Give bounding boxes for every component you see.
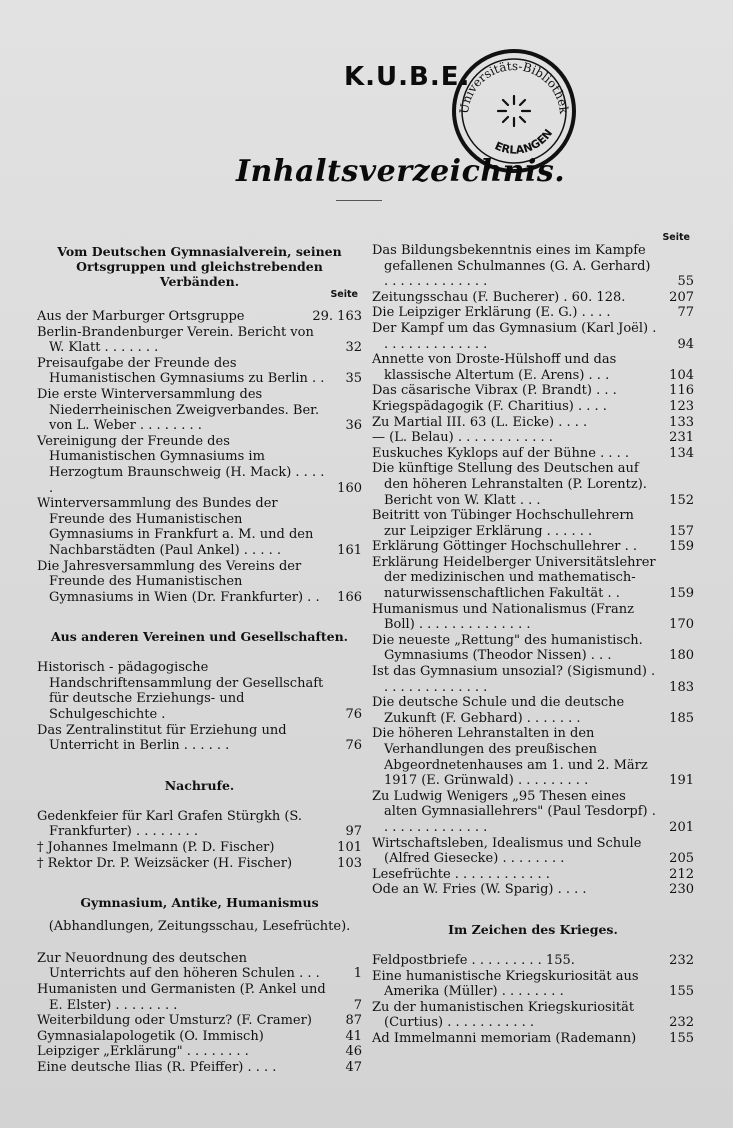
toc-entry: Ist das Gymnasium unsozial? (Sigismund) . . . . . . . . . . . . . . 183 — [372, 664, 694, 695]
toc-entry: Preisaufgabe der Freunde des Humanistischen Gymnasiums zu Berlin . . 35 — [37, 355, 362, 387]
toc-entry: Kriegspädagogik (F. Charitius) . . . . 123 — [372, 398, 694, 414]
kube-mark: K.U.B.E. — [344, 62, 471, 92]
toc-entry: Das Bildungsbekenntnis eines im Kampfe gefallenen Schulmannes (G. A. Gerhard) . . . . . . . . . . . . . 55 — [372, 243, 694, 290]
toc-entry: Zu Ludwig Wenigers „95 Thesen eines alten Gymnasiallehrers" (Paul Tesdorpf) . . . . . . . . . . . . . . 201 — [372, 788, 694, 835]
toc-entry: † Rektor Dr. P. Weizsäcker (H. Fischer) 103 — [37, 855, 362, 871]
section-heading-nachrufe: Nachrufe. — [164, 777, 235, 793]
toc-entry: Der Kampf um das Gymnasium (Karl Joël) . . . . . . . . . . . . . . 94 — [372, 320, 694, 352]
toc-entry: Ad Immelmanni memoriam (Rademann) 155 — [372, 1030, 694, 1046]
toc-entry: Die erste Winterversammlung des Niederrheinischen Zweigverbandes. Ber. von L. Weber . . . . . . . . 36 — [37, 386, 362, 434]
toc-entry: Eine deutsche Ilias (R. Pfeiffer) . . . . 47 — [37, 1059, 362, 1075]
toc-entry: Aus der Marburger Ortsgruppe 29. 163 — [37, 309, 362, 324]
toc-entry: Vereinigung der Freunde des Humanistischen Gymnasiums im Herzogtum Braunschweig (H. Mack) . . . . . 160 — [37, 433, 362, 496]
stamp-bottom-text: ERLANGEN — [492, 126, 556, 157]
entries-verein — [37, 309, 362, 605]
page-title: Inhaltsverzeichnis. — [236, 154, 566, 189]
toc-entry: Humanismus und Nationalismus (Franz Boll) . . . . . . . . . . . . . . 170 — [372, 601, 694, 633]
toc-entry: Zeitungsschau (F. Bucherer) . 60. 128. 207 — [372, 289, 694, 305]
toc-entry: Zur Neuordnung des deutschen Unterrichts auf den höheren Schulen . . . 1 — [37, 950, 362, 982]
toc-entry: Das cäsarische Vibrax (P. Brandt) . . . 116 — [372, 383, 694, 399]
toc-entry: Die Jahresversammlung des Vereins der Freunde des Humanistischen Gymnasiums in Wien (Dr. Frankfurter) . . 166 — [37, 558, 362, 605]
section-heading-verein: Vom Deutschen Gymnasialverein, seinen Ortsgruppen und gleichstrebenden Verbänden. — [57, 244, 342, 289]
toc-entry: Eine humanistische Kriegskuriosität aus Amerika (Müller) . . . . . . . . 155 — [372, 968, 694, 1000]
toc-entry: Die Leipziger Erklärung (E. G.) . . . . 77 — [372, 305, 694, 321]
entries-nachrufe — [37, 809, 362, 871]
toc-entry: Annette von Droste-Hülshoff und das klassische Altertum (E. Arens) . . . 104 — [372, 352, 694, 383]
section-subheading-gymnasium: (Abhandlungen, Zeitungsschau, Lesefrüchte). — [48, 919, 351, 935]
toc-entry: Die neueste „Rettung" des humanistisch. Gymnasiums (Theodor Nissen) . . . 180 — [372, 632, 694, 664]
toc-entry: Feldpostbriefe . . . . . . . . . 155. 232 — [372, 952, 694, 968]
section-heading-krieg: Im Zeichen des Krieges. — [448, 921, 618, 937]
toc-entry: Erklärung Heidelberger Universitätslehrer der medizinischen und mathematisch-naturwissenschaftlichen Fakultät . . 159 — [372, 554, 694, 602]
toc-entry: Zu der humanistischen Kriegskuriosität (Curtius) . . . . . . . . . . . 232 — [372, 999, 694, 1031]
section-heading-gymnasium: Gymnasium, Antike, Humanismus — [80, 895, 319, 911]
title-rule — [336, 200, 382, 201]
entries-gymnasium — [37, 951, 362, 1076]
toc-entry: Weiterbildung oder Umsturz? (F. Cramer) 87 — [37, 1013, 362, 1029]
toc-entry: Gymnasialapologetik (O. Immisch) 41 — [37, 1028, 362, 1044]
toc-entry: † Johannes Imelmann (P. D. Fischer) 101 — [37, 840, 362, 856]
toc-entry: Lesefrüchte . . . . . . . . . . . . 212 — [372, 866, 694, 882]
toc-entry: Wirtschaftsleben, Idealismus und Schule (Alfred Giesecke) . . . . . . . . 205 — [372, 835, 694, 867]
toc-entry: Erklärung Göttinger Hochschullehrer . . 159 — [372, 539, 694, 555]
entries-vereine — [37, 660, 362, 754]
toc-entry: Berlin-Brandenburger Verein. Bericht von W. Klatt . . . . . . . 32 — [37, 324, 362, 356]
toc-entry: Historisch - pädagogische Handschriftensammlung der Gesellschaft für deutsche Erziehungs- und Schulgeschichte . 76 — [37, 660, 362, 723]
left-column — [37, 232, 362, 1076]
toc-entry: Zu Martial III. 63 (L. Eicke) . . . . 133 — [372, 414, 694, 430]
toc-entry: Beitritt von Tübinger Hochschullehrern zur Leipziger Erklärung . . . . . . 157 — [372, 508, 694, 539]
toc-entry: Die künftige Stellung des Deutschen auf den höheren Lehranstalten (P. Lorentz). Bericht von W. Klatt . . . 152 — [372, 461, 694, 508]
toc-entry: Winterversammlung des Bundes der Freunde des Humanistischen Gymnasiums in Frankfurt a. M. und den Nachbarstädten (Paul Ankel) . . . . . 161 — [37, 496, 362, 558]
toc-entry: — (L. Belau) . . . . . . . . . . . . 231 — [372, 430, 694, 446]
toc-entry: Ode an W. Fries (W. Sparig) . . . . 230 — [372, 882, 694, 898]
toc-entry: Die höheren Lehranstalten in den Verhandlungen des preußischen Abgeordnetenhauses am 1. und 2. März 1917 (E. Grünwald) . . . . . . . . . 191 — [372, 726, 694, 789]
toc-entry: Das Zentralinstitut für Erziehung und Unterricht in Berlin . . . . . . 76 — [37, 722, 362, 754]
section-heading-vereine: Aus anderen Vereinen und Gesellschaften. — [50, 629, 349, 645]
entries-krieg — [372, 953, 694, 1047]
toc-entry: Leipziger „Erklärung" . . . . . . . . 46 — [37, 1044, 362, 1060]
seite-label-left: Seite — [330, 289, 358, 300]
toc-entry: Die deutsche Schule und die deutsche Zukunft (F. Gebhard) . . . . . . . 185 — [372, 695, 694, 726]
toc-entry: Euskuches Kyklops auf der Bühne . . . . 134 — [372, 445, 694, 461]
entries-right — [372, 243, 694, 898]
right-column — [372, 232, 694, 1047]
toc-entry: Humanisten und Germanisten (P. Ankel und E. Elster) . . . . . . . . 7 — [37, 982, 362, 1013]
stamp-top-text: Universitäts-Bibliothek — [456, 58, 572, 115]
seite-label-right: Seite — [662, 232, 690, 243]
toc-entry: Gedenkfeier für Karl Grafen Stürgkh (S. Frankfurter) . . . . . . . . 97 — [37, 808, 362, 840]
